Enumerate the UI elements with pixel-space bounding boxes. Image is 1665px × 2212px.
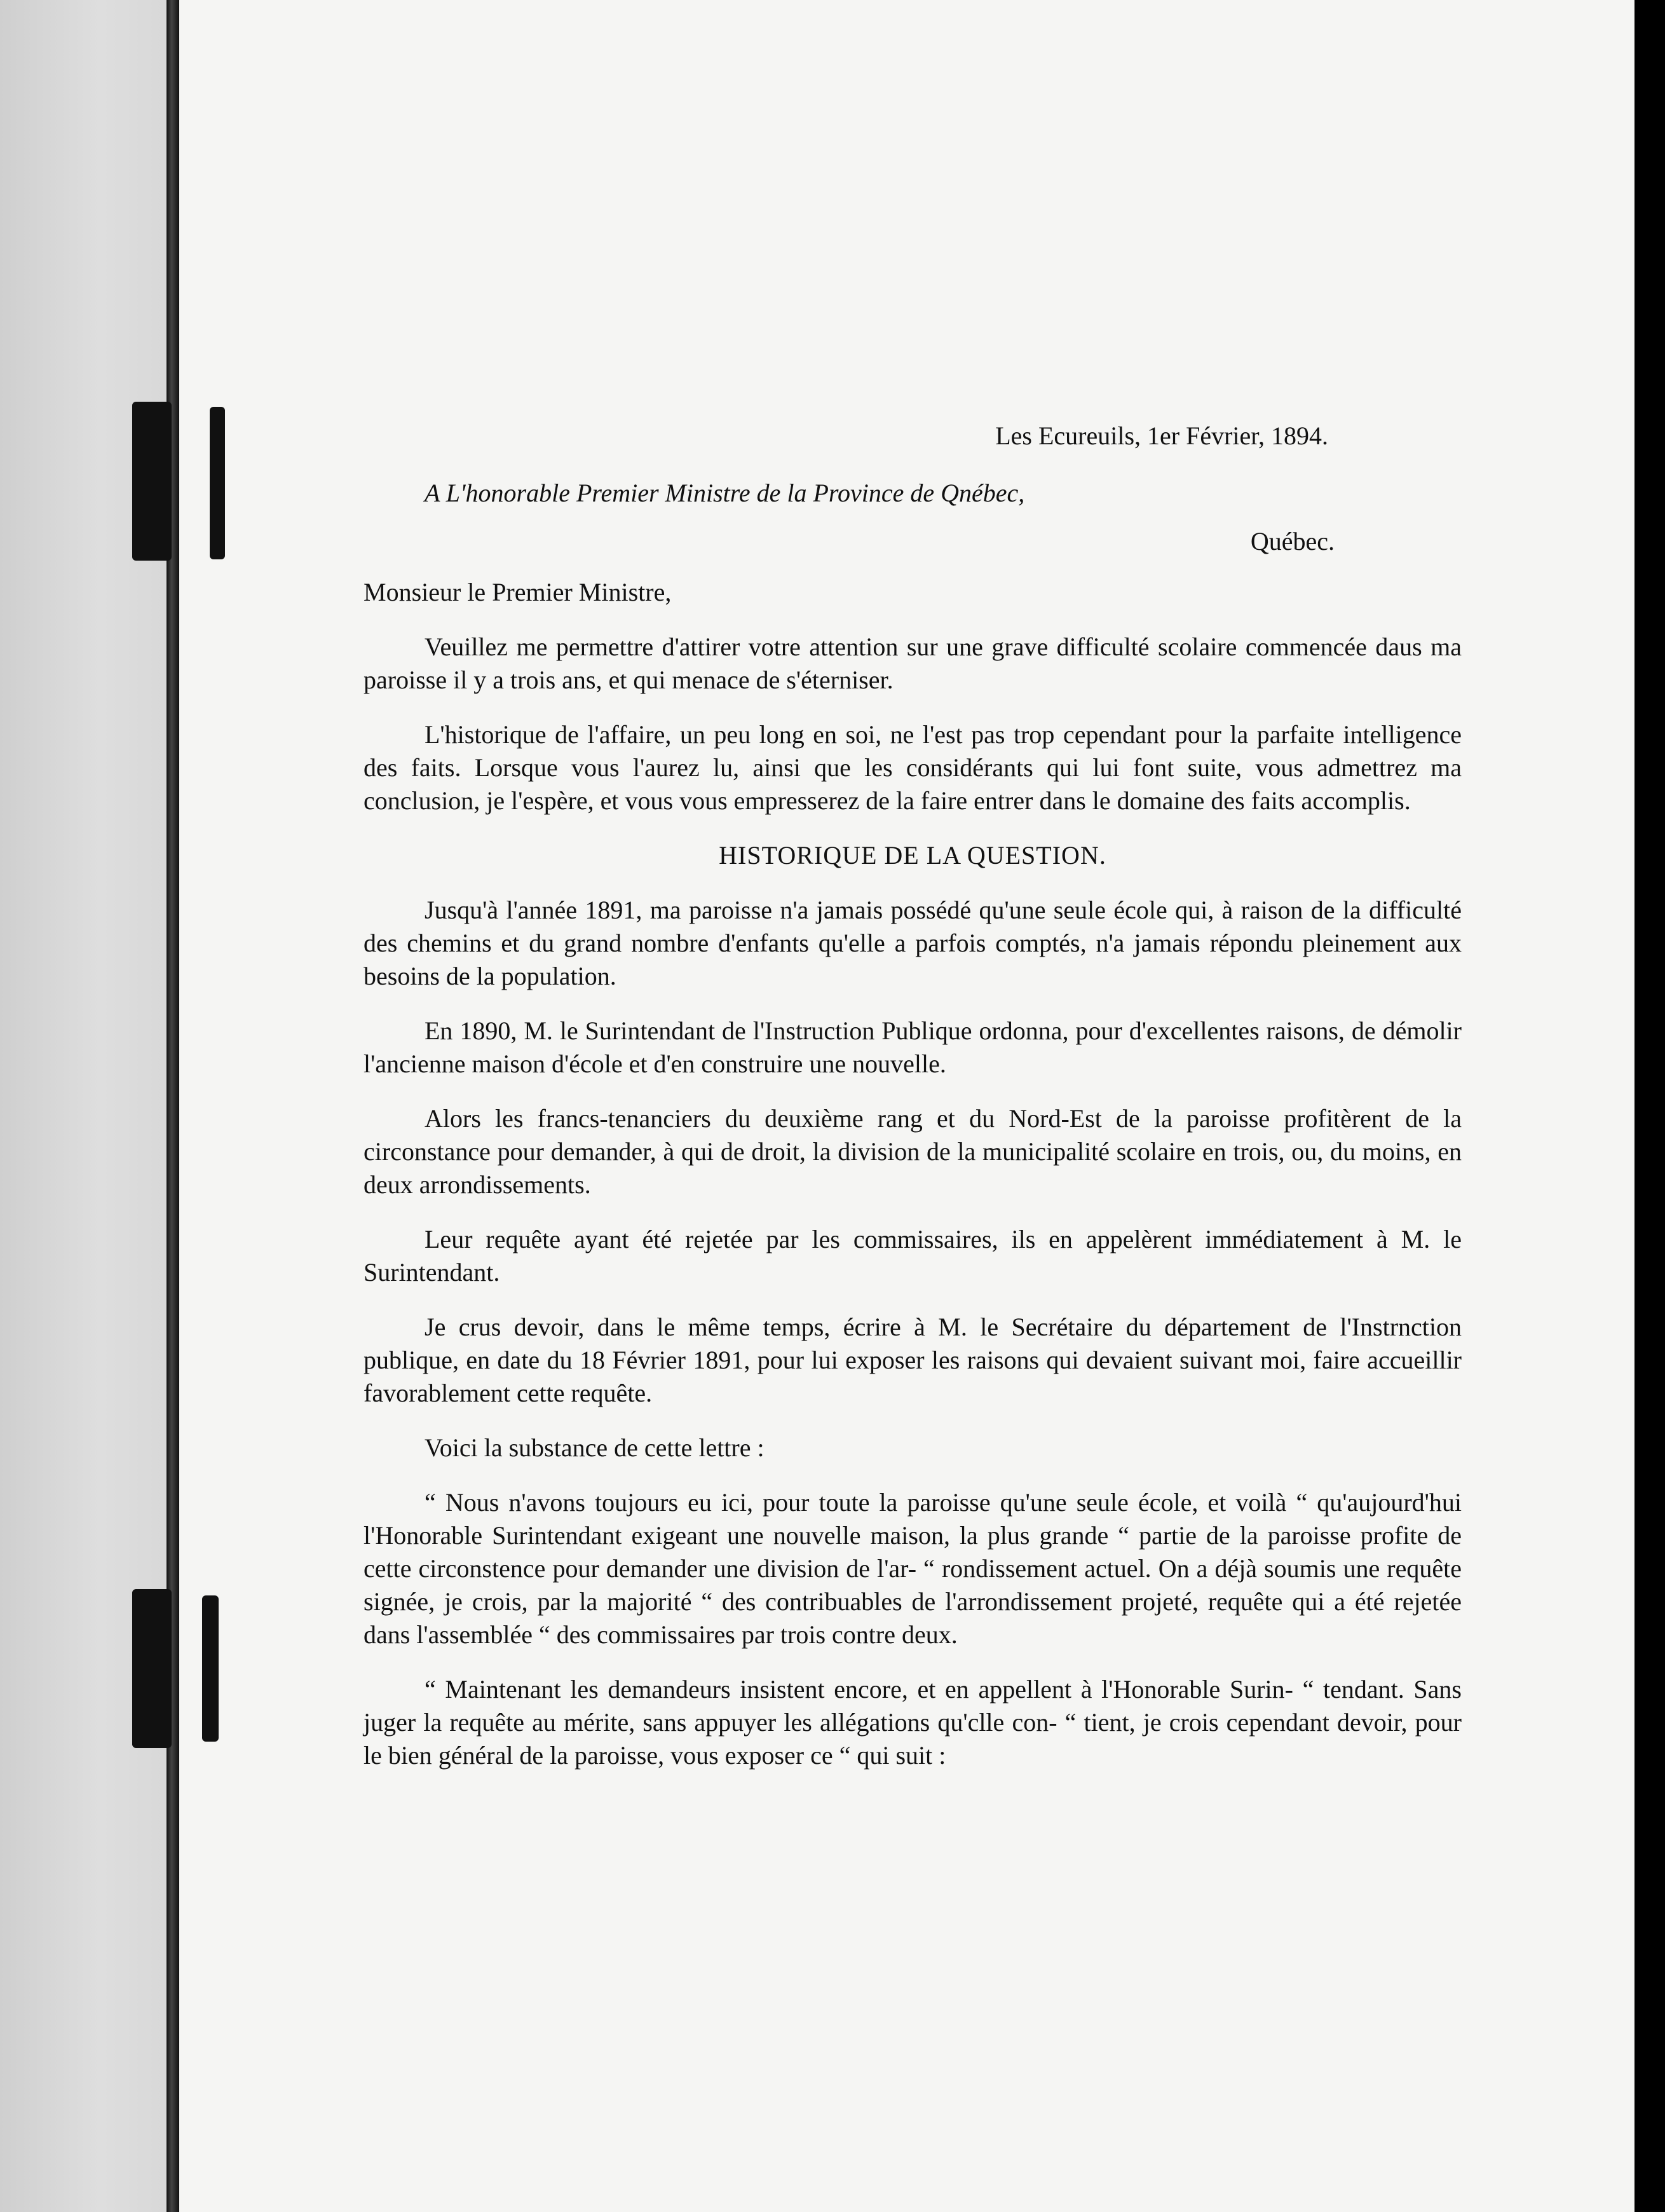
letter-body	[364, 420, 1462, 1772]
binding-clip	[202, 1595, 219, 1742]
history-paragraph: Alors les francs-tenanciers du deuxième rang et du Nord-Est de la paroisse profitèrent de la circonstance pour demander, à qui de droit, la division de la municipalité scolaire en trois, ou, du moins, en deux arrondissements.	[364, 1104, 1462, 1199]
binding-clip	[132, 1589, 172, 1748]
binding-clip	[132, 402, 172, 561]
salutation: Monsieur le Premier Ministre,	[364, 578, 672, 606]
history-paragraph: Voici la substance de cette lettre :	[425, 1433, 765, 1462]
scan-border	[1634, 0, 1665, 2212]
recipient-city: Québec.	[1250, 527, 1335, 556]
letter-date: Les Ecureuils, 1er Février, 1894.	[995, 421, 1328, 450]
history-paragraph: En 1890, M. le Surintendant de l'Instruction Publique ordonna, pour d'excellentes raisons, de démolir l'ancienne maison d'école et d'en construire une nouvelle.	[364, 1016, 1462, 1078]
quoted-letter-paragraph: “ Maintenant les demandeurs insistent encore, et en appellent à l'Honorable Surin- “ tendant. Sans juger la requête au mérite, sans appuyer les allégations qu'clle con- “ tient, je crois cependant devoir, pour le bien général de la paroisse, vous exposer ce “ qui suit :	[364, 1675, 1462, 1770]
paragraph: Veuillez me permettre d'attirer votre attention sur une grave difficulté scolaire commencée daus ma paroisse il y a trois ans, et qui menace de s'éterniser.	[364, 632, 1462, 694]
history-paragraph: Leur requête ayant été rejetée par les commissaires, ils en appelèrent immédiatement à M. le Surintendant.	[364, 1225, 1462, 1287]
previous-page-edge	[0, 0, 166, 2212]
section-heading: HISTORIQUE DE LA QUESTION.	[719, 841, 1106, 870]
binding-clip	[210, 407, 225, 559]
quoted-letter-paragraph: “ Nous n'avons toujours eu ici, pour toute la paroisse qu'une seule école, et voilà “ qu'aujourd'hui l'Honorable Surintendant exigeant une nouvelle maison, la plus grande “ partie de la paroisse profite de cette circonstence pour demander une division de l'ar- “ rondissement actuel. On a déjà soumis une requête signée, je crois, par la majorité “ des contribuables de l'arrondissement projeté, requête qui a été rejetée dans l'assemblée “ des commissaires par trois contre deux.	[364, 1488, 1462, 1649]
history-paragraph: Jusqu'à l'année 1891, ma paroisse n'a jamais possédé qu'une seule école qui, à raison de la difficulté des chemins et du grand nombre d'enfants qu'elle a parfois comptés, n'a jamais répondu pleinement aux besoins de la population.	[364, 896, 1462, 990]
paragraph: L'historique de l'affaire, un peu long en soi, ne l'est pas trop cependant pour la parfaite intelligence des faits. Lorsque vous l'aurez lu, ainsi que les considérants qui lui font suite, vous admettrez ma conclusion, je l'espère, et vous vous empresserez de la faire entrer dans le domaine des faits accomplis.	[364, 720, 1462, 815]
book-spine	[166, 0, 179, 2212]
history-paragraph: Je crus devoir, dans le même temps, écrire à M. le Secrétaire du département de l'Instrnction publique, en date du 18 Février 1891, pour lui exposer les raisons qui devaient suivant moi, faire accueillir favorablement cette requête.	[364, 1313, 1462, 1407]
recipient-address: A L'honorable Premier Ministre de la Province de Qnébec,	[425, 479, 1025, 507]
